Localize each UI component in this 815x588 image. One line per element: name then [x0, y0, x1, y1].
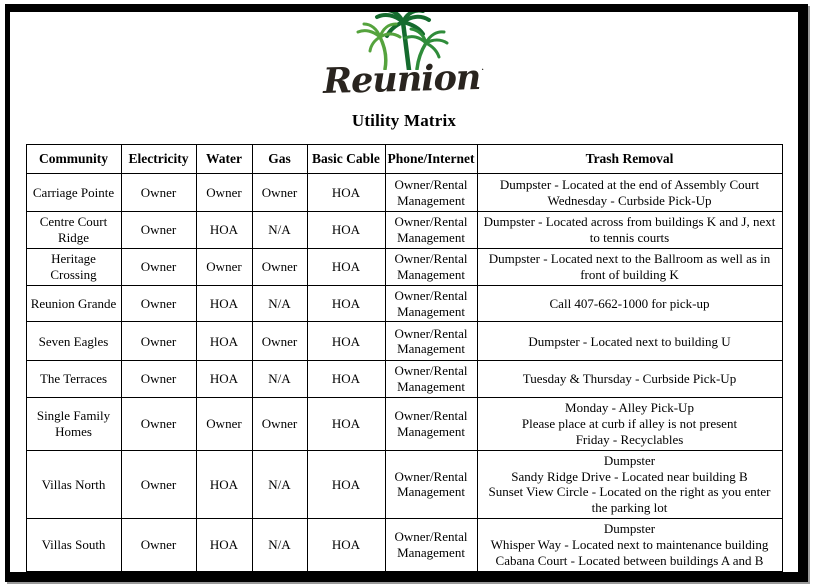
table-row [26, 361, 782, 398]
cell-electricity: Owner [121, 398, 196, 451]
cell-trash-removal [477, 322, 782, 361]
cell-electricity: Owner [121, 212, 196, 249]
cell-community: The Terraces [26, 361, 121, 398]
trash-removal-line: Monday - Alley Pick-Up [565, 400, 694, 416]
column-header-electricity: Electricity [121, 145, 196, 174]
cell-gas: N/A [252, 212, 307, 249]
cell-phone-internet: Owner/Rental Management [385, 322, 477, 361]
trash-removal-line: Sandy Ridge Drive - Located near building B [511, 468, 748, 484]
column-header-water: Water [196, 145, 252, 174]
cell-water: Owner [196, 248, 252, 285]
cell-phone-internet: Owner/Rental Management [385, 285, 477, 322]
cell-water: Owner [196, 174, 252, 212]
cell-electricity: Owner [121, 174, 196, 212]
cell-phone-internet: Owner/Rental Management [385, 248, 477, 285]
cell-gas: Owner [252, 398, 307, 451]
cell-basic-cable: HOA [307, 212, 385, 249]
cell-trash-removal [477, 450, 782, 518]
cell-electricity: Owner [121, 361, 196, 398]
column-header-trash-removal: Trash Removal [477, 145, 782, 174]
trash-removal-line: Tuesday & Thursday - Curbside Pick-Up [522, 371, 737, 387]
trash-removal-line: Dumpster [603, 521, 656, 537]
cell-phone-internet: Owner/Rental Management [385, 212, 477, 249]
cell-basic-cable: HOA [307, 398, 385, 451]
cell-community: Heritage Crossing [26, 248, 121, 285]
table-row [26, 519, 782, 572]
trash-removal-line: Dumpster - Located next to building U [528, 333, 731, 349]
table-row [26, 174, 782, 212]
utility-table-body [26, 174, 782, 572]
cell-gas: N/A [252, 450, 307, 518]
cell-trash-removal [477, 248, 782, 285]
utility-matrix-table [26, 144, 783, 572]
cell-phone-internet: Owner/Rental Management [385, 361, 477, 398]
trash-removal-line: Dumpster - Located next to the Ballroom as well as in front of building K [488, 250, 771, 282]
table-row [26, 450, 782, 518]
column-header-community: Community [26, 145, 121, 174]
trash-removal-line: Whisper Way - Located next to maintenance building [490, 537, 769, 553]
cell-phone-internet: Owner/Rental Management [385, 450, 477, 518]
cell-community: Reunion Grande [26, 285, 121, 322]
cell-trash-removal [477, 285, 782, 322]
registered-mark: · [480, 62, 485, 76]
cell-community: Seven Eagles [26, 322, 121, 361]
cell-water: HOA [196, 450, 252, 518]
cell-community: Centre Court Ridge [26, 212, 121, 249]
cell-phone-internet: Owner/Rental Management [385, 398, 477, 451]
trash-removal-line: Please place at curb if alley is not present [521, 416, 738, 432]
cell-water: HOA [196, 212, 252, 249]
cell-basic-cable: HOA [307, 450, 385, 518]
cell-trash-removal [477, 174, 782, 212]
table-row [26, 285, 782, 322]
page-frame [5, 4, 808, 582]
cell-community: Villas South [26, 519, 121, 572]
cell-trash-removal [477, 519, 782, 572]
trash-removal-line: Call 407-662-1000 for pick-up [549, 295, 710, 311]
page-title: Utility Matrix [351, 111, 457, 130]
reunion-logo [322, 12, 485, 103]
trash-removal-line: Dumpster - Located across from buildings K and J, next to tennis courts [483, 214, 776, 245]
cell-water: Owner [196, 398, 252, 451]
column-header-phone-internet: Phone/Internet [385, 145, 477, 174]
brand-wordmark: Reunion [322, 56, 482, 103]
cell-basic-cable: HOA [307, 285, 385, 322]
cell-community: Carriage Pointe [26, 174, 121, 212]
cell-phone-internet: Owner/Rental Management [385, 174, 477, 212]
trash-removal-line: Wednesday - Curbside Pick-Up [547, 192, 712, 208]
cell-trash-removal [477, 398, 782, 451]
cell-community: Villas North [26, 450, 121, 518]
cell-trash-removal [477, 361, 782, 398]
cell-basic-cable: HOA [307, 519, 385, 572]
column-header-basic-cable: Basic Cable [307, 145, 385, 174]
trash-removal-line: Friday - Recyclables [575, 431, 684, 447]
table-row [26, 248, 782, 285]
cell-water: HOA [196, 361, 252, 398]
trash-removal-line: Dumpster [603, 452, 656, 468]
column-header-gas: Gas [252, 145, 307, 174]
cell-basic-cable: HOA [307, 248, 385, 285]
cell-gas: Owner [252, 174, 307, 212]
cell-electricity: Owner [121, 248, 196, 285]
cell-electricity: Owner [121, 322, 196, 361]
cell-gas: Owner [252, 322, 307, 361]
table-row [26, 398, 782, 451]
header-row [26, 145, 782, 174]
trash-removal-line: Cabana Court - Located between buildings A and B [495, 552, 764, 568]
cell-basic-cable: HOA [307, 174, 385, 212]
cell-phone-internet: Owner/Rental Management [385, 519, 477, 572]
table-row [26, 212, 782, 249]
cell-water: HOA [196, 285, 252, 322]
cell-gas: N/A [252, 361, 307, 398]
cell-basic-cable: HOA [307, 361, 385, 398]
cell-gas: N/A [252, 519, 307, 572]
cell-electricity: Owner [121, 519, 196, 572]
cell-basic-cable: HOA [307, 322, 385, 361]
cell-gas: N/A [252, 285, 307, 322]
trash-removal-line: Sunset View Circle - Located on the right as you enter the parking lot [488, 484, 771, 516]
cell-electricity: Owner [121, 450, 196, 518]
trash-removal-line: Dumpster - Located at the end of Assembly Court [499, 176, 760, 192]
document-content [10, 12, 798, 572]
table-row [26, 322, 782, 361]
cell-trash-removal [477, 212, 782, 249]
cell-electricity: Owner [121, 285, 196, 322]
cell-community: Single Family Homes [26, 398, 121, 451]
cell-water: HOA [196, 519, 252, 572]
cell-gas: Owner [252, 248, 307, 285]
cell-water: HOA [196, 322, 252, 361]
